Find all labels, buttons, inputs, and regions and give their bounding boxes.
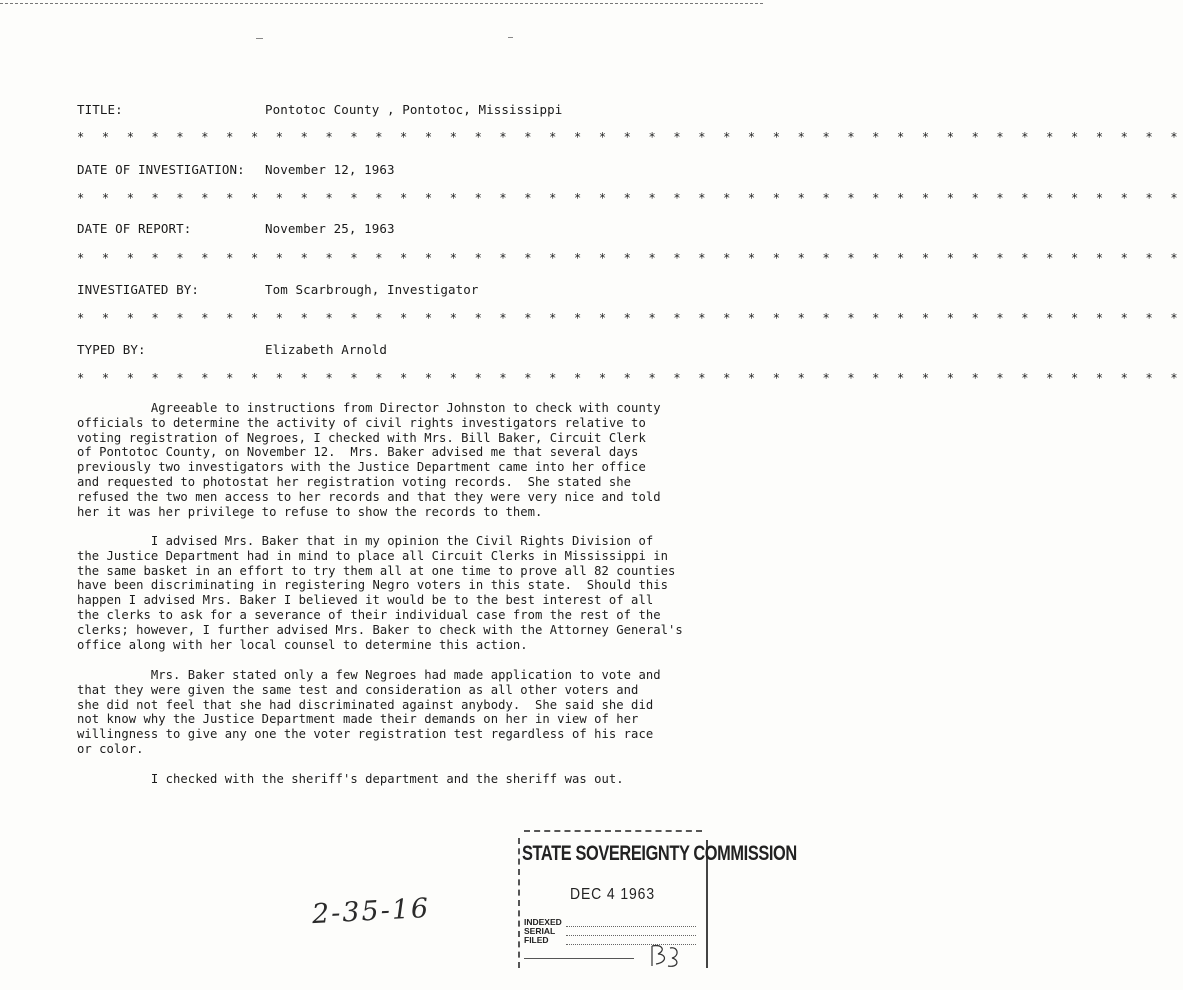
handwritten-file-number: 2-35-16: [311, 892, 431, 931]
scan-speck: [508, 37, 513, 38]
stamp-bottom-border: [524, 958, 634, 959]
title-label: TITLE:: [77, 102, 123, 117]
paragraph-1: Agreeable to instructions from Director Johnston to check with county officials to determine the activity of civil rights investigators relative to voting registration of Negroes, I checked with Mrs. Bill Baker, Circuit Clerk of Pontotoc County, on November 12. Mrs. Baker advised me that several days previously two investigators with the Justice Department came into her office and requested to photostat her registration voting records. She stated she refused the two men access to her records and that they were very nice and told her it was her privilege to refuse to show the records to them.: [77, 401, 661, 519]
stamp-left-border: [518, 838, 520, 968]
stamp-filed-row: [524, 936, 549, 945]
top-dashed-border: [0, 3, 763, 4]
paragraph-4: I checked with the sheriff's department and the sheriff was out.: [77, 772, 624, 786]
date-of-report-label: DATE OF REPORT:: [77, 221, 192, 236]
typed-by-label: TYPED BY:: [77, 342, 146, 357]
stamp-indexed-line: [566, 926, 696, 927]
stamp-filed-label: FILED: [524, 935, 549, 945]
paragraph-3: Mrs. Baker stated only a few Negroes had made application to vote and that they were given the same test and consideration as all other voters and she did not feel that she had discriminated against anybody. She said she did not know why the Justice Department made their demands on her in view of her willingness to give any one the voter registration test regardless of his race or color.: [77, 668, 661, 756]
stamp-serial-label: SERIAL: [524, 926, 556, 936]
star-separator: * * * * * * * * * * * * * * * * * * * * * * * * * * * * * * * * * * * * * * * * * * * * *: [77, 371, 1183, 385]
paragraph-2: I advised Mrs. Baker that in my opinion the Civil Rights Division of the Justice Department had in mind to place all Circuit Clerks in Mississippi in the same basket in an effort to try them all at one time to prove all 82 counties have been discriminating in registering Negro voters in this state. Should this happen I advised Mrs. Baker I believed it would be to the best interest of all the clerks to ask for a severance of their individual case from the rest of the clerks; however, I further advised Mrs. Baker to check with the Attorney General's office along with her local counsel to determine this action.: [77, 534, 683, 652]
stamp-top-border: [524, 830, 702, 832]
investigated-by-value: Tom Scarbrough, Investigator: [265, 282, 479, 297]
star-separator: * * * * * * * * * * * * * * * * * * * * * * * * * * * * * * * * * * * * * * * * * * * * *: [77, 130, 1183, 144]
handwritten-initials-mark: [648, 942, 684, 968]
title-value: Pontotoc County , Pontotoc, Mississippi: [265, 102, 563, 117]
investigated-by-label: INVESTIGATED BY:: [77, 282, 200, 297]
star-separator: * * * * * * * * * * * * * * * * * * * * * * * * * * * * * * * * * * * * * * * * * * * * *: [77, 311, 1183, 325]
scan-speck: [256, 38, 263, 39]
star-separator: * * * * * * * * * * * * * * * * * * * * * * * * * * * * * * * * * * * * * * * * * * * * *: [77, 191, 1183, 205]
date-of-investigation-value: November 12, 1963: [265, 162, 395, 177]
typed-by-value: Elizabeth Arnold: [265, 342, 388, 357]
star-separator: * * * * * * * * * * * * * * * * * * * * * * * * * * * * * * * * * * * * * * * * * * * * *: [77, 251, 1183, 265]
stamp-indexed-label: INDEXED: [524, 917, 562, 927]
stamp-serial-line: [566, 935, 696, 936]
date-of-investigation-label: DATE OF INVESTIGATION:: [77, 162, 245, 177]
sovereignty-commission-stamp: [518, 830, 797, 972]
date-of-report-value: November 25, 1963: [265, 221, 395, 236]
stamp-title: STATE SOVEREIGNTY COMMISSION: [522, 842, 797, 865]
stamp-date: DEC 4 1963: [570, 886, 656, 903]
